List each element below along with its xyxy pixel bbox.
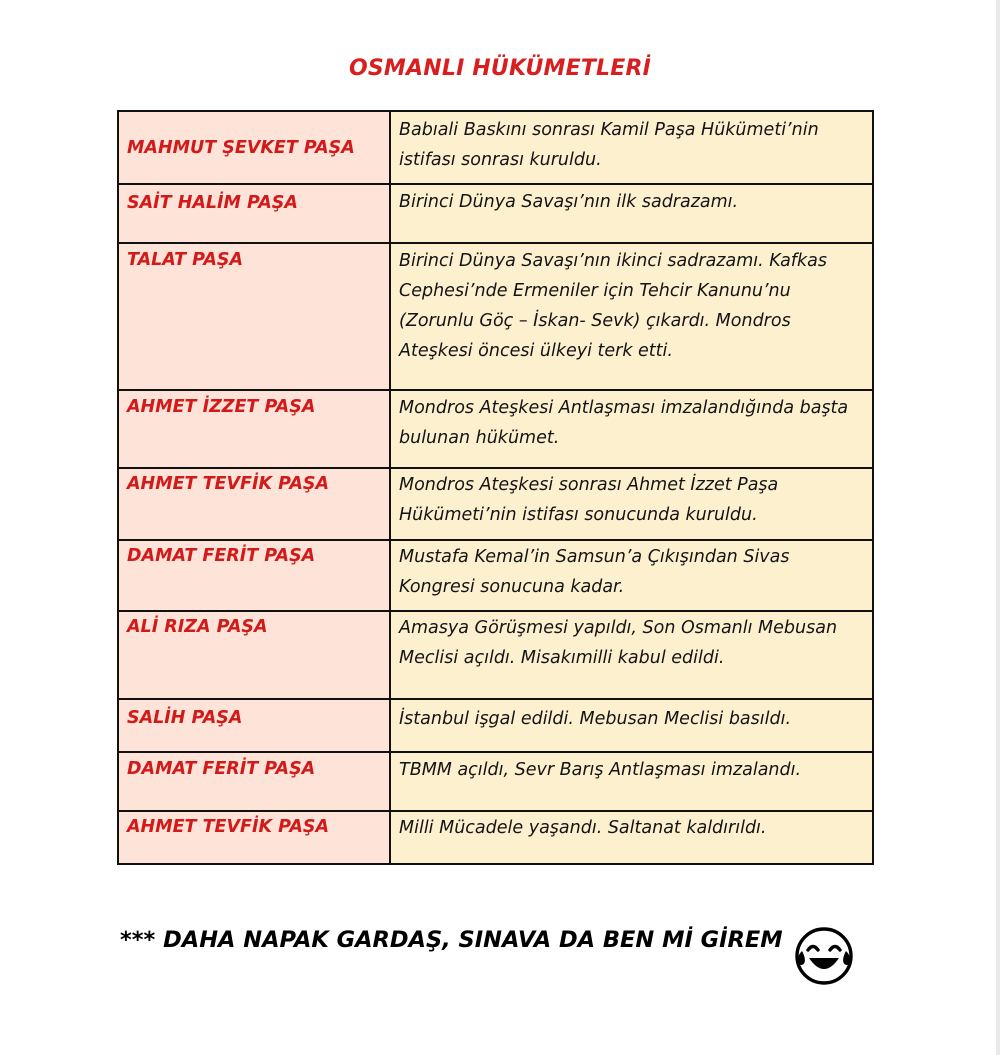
government-name: TALAT PAŞA (118, 243, 390, 390)
government-name: ALİ RIZA PAŞA (118, 611, 390, 699)
table-row (118, 390, 873, 468)
government-description: Birinci Dünya Savaşı’nın ilk sadrazamı. (390, 184, 873, 243)
table-row (118, 811, 873, 864)
table-row (118, 468, 873, 540)
government-name: AHMET TEVFİK PAŞA (118, 468, 390, 540)
government-name: SALİH PAŞA (118, 699, 390, 752)
government-description: Birinci Dünya Savaşı’nın ikinci sadrazamı. Kafkas Cephesi’nde Ermeniler için Tehcir Kanunu’nu (Zorunlu Göç – İskan- Sevk) çıkardı. Mondros Ateşkesi öncesi ülkeyi terk etti. (390, 243, 873, 390)
government-name: AHMET İZZET PAŞA (118, 390, 390, 468)
table-row (118, 111, 873, 184)
government-name: DAMAT FERİT PAŞA (118, 752, 390, 811)
footer-note: *** DAHA NAPAK GARDAŞ, SINAVA DA BEN Mİ GİREM (120, 927, 783, 953)
table-row (118, 540, 873, 611)
government-description: Mondros Ateşkesi Antlaşması imzalandığında başta bulunan hükümet. (390, 390, 873, 468)
government-description: Amasya Görüşmesi yapıldı, Son Osmanlı Mebusan Meclisi açıldı. Misakımilli kabul edildi. (390, 611, 873, 699)
government-description: İstanbul işgal edildi. Mebusan Meclisi basıldı. (390, 699, 873, 752)
government-description: Mustafa Kemal’in Samsun’a Çıkışından Sivas Kongresi sonucuna kadar. (390, 540, 873, 611)
table-row (118, 699, 873, 752)
table-row (118, 243, 873, 390)
government-name: AHMET TEVFİK PAŞA (118, 811, 390, 864)
laughing-tears-emoji-icon (793, 924, 855, 986)
government-description: Milli Mücadele yaşandı. Saltanat kaldırıldı. (390, 811, 873, 864)
government-description: Babıali Baskını sonrası Kamil Paşa Hükümeti’nin istifası sonrası kuruldu. (390, 111, 873, 184)
table-row (118, 611, 873, 699)
governments-table (117, 110, 874, 865)
government-description: TBMM açıldı, Sevr Barış Antlaşması imzalandı. (390, 752, 873, 811)
government-name: SAİT HALİM PAŞA (118, 184, 390, 243)
page-edge (996, 0, 1000, 1055)
page-title: OSMANLI HÜKÜMETLERİ (348, 56, 652, 81)
table-row (118, 184, 873, 243)
government-name: DAMAT FERİT PAŞA (118, 540, 390, 611)
government-name: MAHMUT ŞEVKET PAŞA (118, 111, 390, 184)
government-description: Mondros Ateşkesi sonrası Ahmet İzzet Paşa Hükümeti’nin istifası sonucunda kuruldu. (390, 468, 873, 540)
table-row (118, 752, 873, 811)
